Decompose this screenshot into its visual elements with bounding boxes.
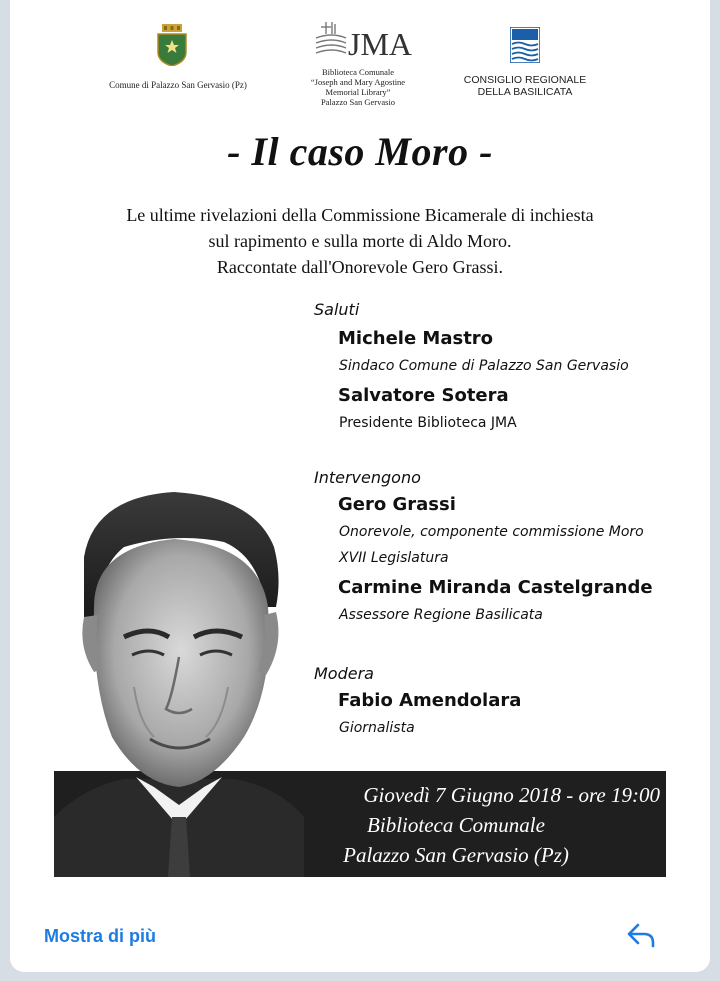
- consiglio-label-line: DELLA BASILICATA: [477, 86, 573, 98]
- speaker-name: Gero Grassi: [338, 494, 456, 515]
- subtitle-line: Le ultime rivelazioni della Commissione Bicamerale di inchiesta: [126, 205, 594, 225]
- jma-logo-text: JMA: [348, 26, 413, 62]
- event-title: - Il caso Moro -: [227, 129, 493, 174]
- subtitle-line: Raccontate dall'Onorevole Gero Grassi.: [216, 257, 504, 277]
- consiglio-label-line: CONSIGLIO REGIONALE: [463, 74, 587, 86]
- section-label-modera: Modera: [314, 664, 374, 683]
- subtitle-line: sul rapimento e sulla morte di Aldo Moro.: [208, 231, 512, 251]
- event-place: Palazzo San Gervasio (Pz): [343, 843, 569, 867]
- consiglio-label: [458, 74, 592, 98]
- section-label-saluti: Saluti: [314, 300, 360, 319]
- event-venue: Biblioteca Comunale: [367, 813, 545, 837]
- speaker-name: Michele Mastro: [338, 328, 494, 349]
- jma-logo: [312, 18, 424, 62]
- reply-icon[interactable]: [626, 920, 656, 950]
- event-subtitle: [30, 202, 690, 280]
- speaker-name: Carmine Miranda Castelgrande: [338, 577, 653, 598]
- basilicata-emblem-icon: [510, 27, 540, 63]
- event-date-time: Giovedì 7 Giugno 2018 - ore 19:00: [363, 783, 660, 807]
- speaker-portrait-photo: [54, 487, 304, 877]
- speaker-role: Presidente Biblioteca JMA: [339, 415, 517, 431]
- jma-caption-line: Biblioteca Comunale: [322, 67, 394, 77]
- comune-label: Comune di Palazzo San Gervasio (Pz): [109, 80, 247, 90]
- comune-crest-icon: [156, 24, 188, 66]
- speaker-role: Assessore Regione Basilicata: [339, 607, 543, 623]
- speaker-role: XVII Legislatura: [339, 550, 449, 566]
- jma-caption-line: Palazzo San Gervasio: [320, 97, 396, 107]
- speaker-name: Salvatore Sotera: [338, 385, 509, 406]
- speaker-name: Fabio Amendolara: [338, 690, 522, 711]
- show-more-link[interactable]: Mostra di più: [44, 926, 156, 946]
- speaker-role: Giornalista: [339, 720, 415, 736]
- speaker-role: Onorevole, componente commissione Moro: [339, 524, 644, 540]
- message-card: [10, 0, 710, 972]
- speaker-role: Sindaco Comune di Palazzo San Gervasio: [339, 358, 629, 374]
- logo-row: [10, 0, 710, 115]
- jma-caption-line: “Joseph and Mary Agostine: [310, 77, 406, 87]
- jma-caption: [296, 67, 420, 107]
- jma-caption-line: Memorial Library”: [325, 87, 391, 97]
- section-label-intervengono: Intervengono: [314, 468, 421, 487]
